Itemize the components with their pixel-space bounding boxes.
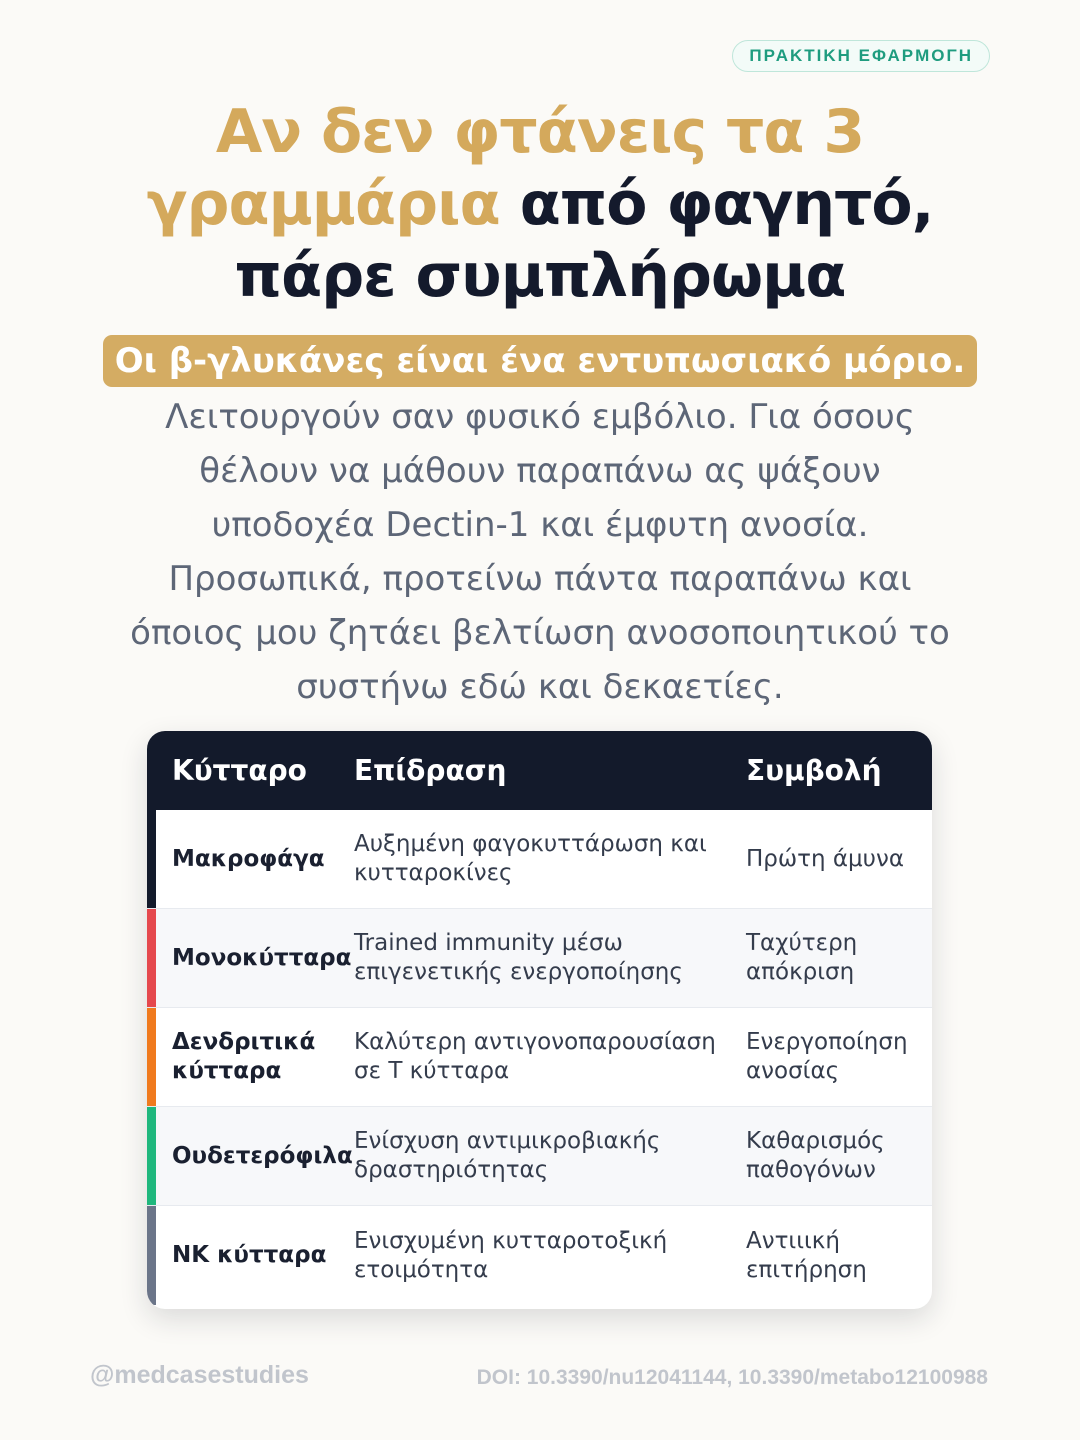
row-accent-stripe [147, 1206, 156, 1305]
row-accent-stripe [147, 1008, 156, 1106]
highlight-row [0, 335, 1080, 387]
title-rest: από φαγητό, πάρε συμπλήρωμα [234, 169, 934, 311]
row-accent-stripe [147, 1107, 156, 1205]
cell-type: Μονοκύτταρα [172, 944, 352, 971]
cell-effect: Ενισχυμένη κυτταροτοξική ετοιμότητα [354, 1227, 668, 1283]
page-title [60, 96, 1020, 312]
cell-contribution: Ταχύτερη απόκριση [746, 930, 858, 985]
title-highlight: Αν δεν φτάνεις τα 3 γραμμάρια [146, 97, 865, 239]
immune-cells-table [147, 731, 932, 1309]
row-accent-stripe [147, 909, 156, 1007]
cell-type: Δενδριτικά κύτταρα [172, 1029, 316, 1084]
body-paragraph [90, 390, 990, 714]
body-line: όποιος μου ζητάει βελτίωση ανοσοποιητικού το [130, 613, 950, 653]
author-handle: @medcasestudies [90, 1361, 309, 1389]
cell-contribution: Πρώτη άμυνα [746, 845, 905, 872]
cell-effect: Trained immunity μέσω επιγενετικής ενεργοποίησης [354, 930, 683, 985]
body-line: θέλουν να μάθουν παραπάνω ας ψάξουν [199, 451, 881, 491]
cell-effect: Καλύτερη αντιγονοπαρουσίαση σε Τ κύτταρα [354, 1029, 716, 1084]
body-line: υποδοχέα Dectin-1 και έμφυτη ανοσία. [211, 505, 869, 545]
body-line: Προσωπικά, προτείνω πάντα παραπάνω και [168, 559, 912, 599]
body-line: Λειτουργούν σαν φυσικό εμβόλιο. Για όσους [165, 397, 915, 437]
cell-effect: Αυξημένη φαγοκυττάρωση και κυτταροκίνες [354, 831, 707, 886]
cell-type: Μακροφάγα [172, 845, 325, 872]
section-badge: ΠΡΑΚΤΙΚΗ ΕΦΑΡΜΟΓΗ [732, 40, 990, 72]
highlight-banner: Οι β-γλυκάνες είναι ένα εντυπωσιακό μόριο. [103, 335, 978, 387]
doi-references: DOI: 10.3390/nu12041144, 10.3390/metabo12100988 [476, 1366, 988, 1389]
table-row [147, 909, 932, 1008]
table-row [147, 1008, 932, 1107]
cell-effect: Ενίσχυση αντιμικροβιακής δραστηριότητας [354, 1128, 661, 1183]
cell-type: NK κύτταρα [172, 1242, 327, 1268]
table-row [147, 810, 932, 909]
cell-contribution: Ενεργοποίηση ανοσίας [746, 1029, 908, 1084]
table-row [147, 1206, 932, 1305]
body-line: συστήνω εδώ και δεκαετίες. [296, 667, 784, 707]
cell-contribution: Αντιιική επιτήρηση [746, 1227, 867, 1283]
row-accent-stripe [147, 810, 156, 908]
header-cell: Κύτταρο [172, 754, 307, 787]
header-effect: Επίδραση [354, 754, 507, 787]
cell-contribution: Καθαρισμός παθογόνων [746, 1128, 885, 1183]
header-contribution: Συμβολή [746, 754, 882, 787]
cell-type: Ουδετερόφιλα [172, 1142, 353, 1169]
table-row [147, 1107, 932, 1206]
table-header [147, 731, 932, 810]
